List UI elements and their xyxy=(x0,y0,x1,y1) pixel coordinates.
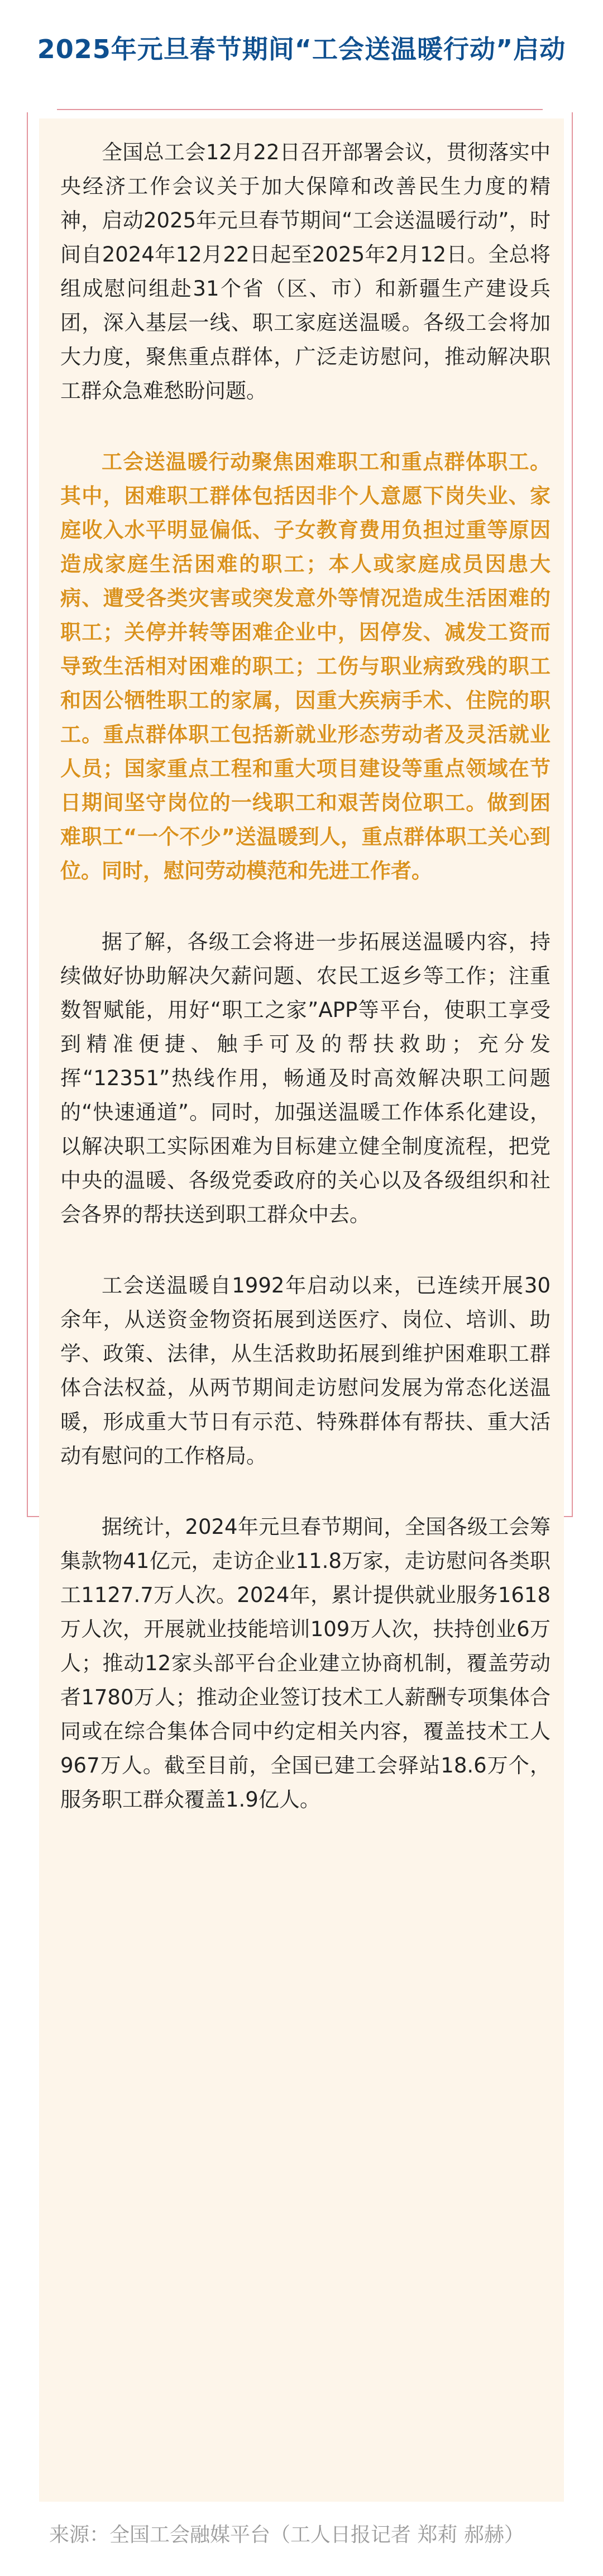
paragraph-measures: 据了解，各级工会将进一步拓展送温暖内容，持续做好协助解决欠薪问题、农民工返乡等工作；注重数智赋能，用好“职工之家”APP等平台，使职工享受到精准便捷、触手可及的帮扶救助；充分发挥“12351”热线作用，畅通及时高效解决职工问题的“快速通道”。同时，加强送温暖工作体系化建设，以解决职工实际困难为目标建立健全制度流程，把党中央的温暖、各级党委政府的关心以及各级组织和社会各界的帮扶送到职工群众中去。 xyxy=(60,930,551,1227)
paragraph-target-groups: 工会送温暖行动聚焦困难职工和重点群体职工。其中，困难职工群体包括因非个人意愿下岗失业、家庭收入水平明显偏低、子女教育费用负担过重等原因造成家庭生活困难的职工；本人或家庭成员因患大病、遭受各类灾害或突发意外等情况造成生活困难的职工；关停并转等困难企业中，因停发、减发工资而导致生活相对困难的职工；工伤与职业病致残的职工和因公牺牲职工的家属，因重大疾病手术、住院的职工。重点群体职工包括新就业形态劳动者及灵活就业人员；国家重点工程和重大项目建设等重点领域在节日期间坚守岗位的一线职工和艰苦岗位职工。做到困难职工“一个不少”送温暖到人，重点群体职工关心到位。同时，慰问劳动模范和先进工作者。 xyxy=(60,450,551,883)
article-title: 2025年元旦春节期间“工会送温暖行动”启动 xyxy=(37,34,566,64)
frame-corner-right xyxy=(543,109,573,112)
paragraph-history: 工会送温暖自1992年启动以来，已连续开展30余年，从送资金物资拓展到送医疗、岗位、培训、助学、政策、法律，从生活救助拓展到维护困难职工群体合法权益，从两节期间走访慰问发展为常态化送温暖，形成重大节日有示范、特殊群体有帮扶、重大活动有慰问的工作格局。 xyxy=(60,1273,551,1468)
paragraph-intro: 全国总工会12月22日召开部署会议，贯彻落实中央经济工作会议关于加大保障和改善民生力度的精神，启动2025年元旦春节期间“工会送温暖行动”，时间自2024年12月22日起至2025年2月12日。全总将组成慰问组赴31个省（区、市）和新疆生产建设兵团，深入基层一线、职工家庭送温暖。各级工会将加大力度，聚焦重点群体，广泛走访慰问，推动解决职工群众急难愁盼问题。 xyxy=(60,140,551,403)
source-credit: 来源：全国工会融媒平台（工人日报记者 郑莉 郝赫） xyxy=(49,2523,524,2546)
frame-corner-left xyxy=(27,109,57,112)
paragraph-statistics: 据统计，2024年元旦春节期间，全国各级工会筹集款物41亿元，走访企业11.8万家，走访慰问各类职工1127.7万人次。2024年，累计提供就业服务1618万人次，开展就业技能培训109万人次，扶持创业6万人；推动12家头部平台企业建立协商机制，覆盖劳动者1780万人；推动企业签订技术工人薪酬专项集体合同或在综合集体合同中约定相关内容，覆盖技术工人967万人。截至目前，全国已建工会驿站18.6万个，服务职工群众覆盖1.9亿人。 xyxy=(60,1515,551,1812)
article-body xyxy=(60,135,551,1853)
